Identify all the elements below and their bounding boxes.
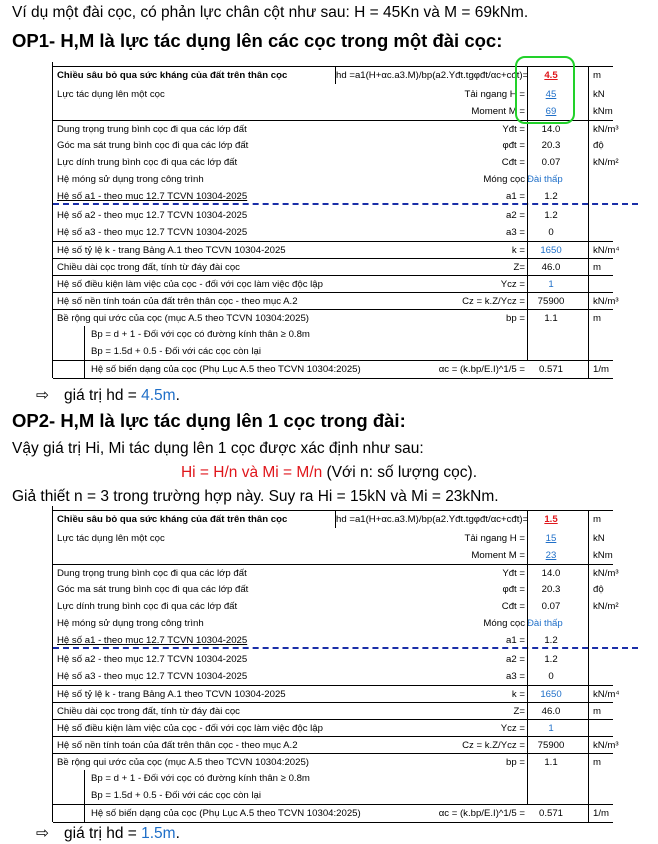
label-a3: Hệ số a3 - theo mục 12.7 TCVN 10304-2025 — [57, 671, 248, 682]
label-ycz: Hệ số điều kiện làm việc của cọc - đối với cọc làm việc độc lập — [57, 723, 323, 734]
intro-text: Ví dụ một đài cọc, có phản lực chân cột như sau: H = 45Kn và M = 69kNm. — [12, 4, 529, 21]
op2-heading: OP2- H,M là lực tác dụng lên 1 cọc trong đài: — [12, 410, 406, 431]
row-bp-rule1 — [53, 770, 613, 787]
op2-line1: Vậy giá trị Hi, Mi tác dụng lên 1 cọc được xác định như sau: — [12, 440, 424, 457]
grid-line — [527, 510, 528, 804]
label-bp-rule1: Bp = d + 1 - Đối với cọc có đường kính thân ≥ 0.8m — [91, 773, 310, 784]
unit-M: kNm — [593, 550, 613, 561]
value-k[interactable]: 1650 — [540, 689, 562, 700]
unit-phi: độ — [593, 584, 604, 595]
sym-gamma: Yđt = — [502, 568, 525, 579]
grid-line — [335, 66, 336, 84]
value-z: 46.0 — [541, 262, 561, 273]
row-bp-rule1 — [53, 326, 613, 343]
sym-a1: a1 = — [506, 635, 525, 646]
value-a2: 1.2 — [544, 654, 558, 665]
value-a2: 1.2 — [544, 210, 558, 221]
row-a2 — [53, 651, 613, 668]
sym-phi: φđt = — [502, 584, 525, 595]
row-cz — [53, 292, 619, 310]
op2-line2: Giả thiết n = 3 trong trường hợp này. Suy ra Hi = 15kN và Mi = 23kNm. — [12, 488, 499, 505]
label-foundation: Hệ móng sử dụng trong công trình — [57, 174, 204, 185]
label-a3: Hệ số a3 - theo mục 12.7 TCVN 10304-2025 — [57, 227, 248, 238]
dashed-separator — [53, 203, 638, 205]
label-cz: Hệ số nền tính toán của đất trên thân cọc - theo mục A.2 — [57, 296, 298, 307]
value-foundation[interactable]: Đài thấp — [527, 618, 563, 629]
result-op2 — [36, 824, 180, 843]
grid-line — [588, 510, 589, 822]
value-cz: 75900 — [537, 296, 565, 307]
row-z — [53, 702, 613, 720]
sym-gamma: Yđt = — [502, 124, 525, 135]
result-suffix: . — [175, 387, 180, 404]
label-cz: Hệ số nền tính toán của đất trên thân cọc - theo mục A.2 — [57, 740, 298, 751]
result-value: 4.5m — [141, 387, 176, 404]
value-ycz[interactable]: 1 — [548, 723, 554, 734]
row-ycz — [53, 275, 613, 293]
sym-a2: a2 = — [506, 654, 525, 665]
value-hd[interactable]: 4.5 — [544, 70, 558, 81]
unit-hd: m — [593, 70, 601, 81]
value-c: 0.07 — [541, 157, 561, 168]
value-phi: 20.3 — [541, 584, 561, 595]
formula-hd: hd =a1(H+αc.a3.M)/bp(a2.Yđt.tgφđt/αc+cđt)= — [336, 514, 529, 525]
row-bp-rule2 — [53, 343, 613, 360]
label-gamma: Dung trọng trung bình cọc đi qua các lớp đất — [57, 124, 247, 135]
label-a2: Hệ số a2 - theo mục 12.7 TCVN 10304-2025 — [57, 654, 248, 665]
sym-alpha: αc = (k.bp/E.I)^1/5 = — [438, 364, 525, 375]
result-suffix: . — [175, 825, 180, 842]
value-gamma: 14.0 — [541, 124, 561, 135]
sym-a3: a3 = — [506, 227, 525, 238]
label-c: Lực dính trung bình cọc đi qua các lớp đất — [57, 601, 238, 612]
label-a2: Hệ số a2 - theo mục 12.7 TCVN 10304-2025 — [57, 210, 248, 221]
op2-formula: Hi = H/n và Mi = M/n — [180, 464, 323, 481]
unit-k: kN/m⁴ — [593, 689, 620, 700]
row-H — [53, 530, 613, 547]
row-phi — [53, 137, 613, 154]
sym-c: Cđt = — [501, 157, 525, 168]
sym-a2: a2 = — [506, 210, 525, 221]
unit-H: kN — [593, 533, 605, 544]
dashed-separator — [53, 647, 638, 649]
sym-c: Cđt = — [501, 601, 525, 612]
label-hd: Chiều sâu bỏ qua sức kháng của đất trên thân cọc — [57, 70, 288, 81]
label-bp-rule2: Bp = 1.5d + 0.5 - Đối với các cọc còn lại — [91, 346, 262, 357]
op2-formula-note: (Với n: số lượng cọc). — [322, 464, 478, 481]
sym-k: k = — [511, 689, 525, 700]
row-a3 — [53, 224, 613, 241]
value-foundation[interactable]: Đài thấp — [527, 174, 563, 185]
row-foundation — [53, 171, 613, 188]
sym-z: Z= — [513, 262, 525, 273]
row-a2 — [53, 207, 613, 224]
value-alpha: 0.571 — [538, 808, 563, 819]
label-hd: Chiều sâu bỏ qua sức kháng của đất trên thân cọc — [57, 514, 288, 525]
row-c — [53, 154, 619, 171]
grid-line — [588, 66, 589, 378]
sym-bp: bp = — [506, 757, 525, 768]
value-bp: 1.1 — [544, 313, 558, 324]
label-z: Chiều dài cọc trong đất, tính từ đáy đài cọc — [57, 706, 240, 717]
sym-phi: φđt = — [502, 140, 525, 151]
unit-c: kN/m² — [593, 601, 619, 612]
grid-line — [84, 326, 85, 378]
label-phi: Góc ma sát trung bình cọc đi qua các lớp đất — [57, 584, 249, 595]
row-a3 — [53, 668, 613, 685]
row-bp — [53, 309, 613, 327]
sym-foundation: Móng cọc — [483, 618, 525, 629]
row-k — [53, 685, 620, 703]
value-a3: 0 — [548, 227, 554, 238]
value-a1: 1.2 — [544, 191, 558, 202]
value-cz: 75900 — [537, 740, 565, 751]
value-z: 46.0 — [541, 706, 561, 717]
unit-gamma: kN/m³ — [593, 568, 619, 579]
value-ycz[interactable]: 1 — [548, 279, 554, 290]
value-phi: 20.3 — [541, 140, 561, 151]
sym-cz: Cz = k.Z/Ycz = — [462, 296, 525, 307]
value-k[interactable]: 1650 — [540, 245, 562, 256]
sym-z: Z= — [513, 706, 525, 717]
op2-formula-line — [0, 464, 658, 482]
row-phi — [53, 581, 613, 598]
sym-ycz: Ycz = — [500, 723, 525, 734]
unit-c: kN/m² — [593, 157, 619, 168]
sym-bp: bp = — [506, 313, 525, 324]
unit-bp: m — [593, 757, 601, 768]
row-alpha — [53, 360, 613, 379]
value-H[interactable]: 15 — [545, 533, 557, 544]
label-a1: Hệ số a1 - theo mục 12.7 TCVN 10304-2025 — [57, 635, 248, 646]
row-hd — [53, 510, 613, 528]
label-force: Lực tác dụng lên một cọc — [57, 533, 165, 544]
op1-heading: OP1- H,M là lực tác dụng lên các cọc trong một đài cọc: — [12, 30, 503, 51]
label-k: Hệ số tỷ lệ k - trang Bảng A.1 theo TCVN 10304-2025 — [57, 245, 286, 256]
value-alpha: 0.571 — [538, 364, 563, 375]
row-bp — [53, 753, 613, 771]
sym-M: Moment M = — [471, 106, 525, 117]
formula-hd: hd =a1(H+αc.a3.M)/bp(a2.Yđt.tgφđt/αc+cđt)= — [336, 70, 529, 81]
row-gamma — [53, 564, 619, 582]
value-a1: 1.2 — [544, 635, 558, 646]
row-k — [53, 241, 620, 259]
result-prefix: giá trị hd = — [64, 387, 142, 404]
unit-alpha: 1/m — [593, 364, 609, 375]
arrow-icon: ⇨ — [36, 825, 49, 842]
label-alpha: Hệ số biến dạng của cọc (Phụ Lục A.5 theo TCVN 10304:2025) — [91, 808, 361, 819]
label-a1: Hệ số a1 - theo mục 12.7 TCVN 10304-2025 — [57, 191, 248, 202]
sym-foundation: Móng cọc — [483, 174, 525, 185]
unit-hd: m — [593, 514, 601, 525]
label-force: Lực tác dụng lên một cọc — [57, 89, 165, 100]
result-value: 1.5m — [141, 825, 176, 842]
grid-line — [84, 770, 85, 822]
unit-gamma: kN/m³ — [593, 124, 619, 135]
sym-H: Tải ngang H = — [464, 533, 525, 544]
label-foundation: Hệ móng sử dụng trong công trình — [57, 618, 204, 629]
value-hd[interactable]: 1.5 — [544, 514, 558, 525]
value-gamma: 14.0 — [541, 568, 561, 579]
sym-a1: a1 = — [506, 191, 525, 202]
label-bp-rule2: Bp = 1.5d + 0.5 - Đối với các cọc còn lại — [91, 790, 262, 801]
row-ycz — [53, 719, 613, 737]
row-z — [53, 258, 613, 276]
unit-alpha: 1/m — [593, 808, 609, 819]
label-alpha: Hệ số biến dạng của cọc (Phụ Lục A.5 theo TCVN 10304:2025) — [91, 364, 361, 375]
result-prefix: giá trị hd = — [64, 825, 142, 842]
arrow-icon: ⇨ — [36, 387, 49, 404]
label-phi: Góc ma sát trung bình cọc đi qua các lớp đất — [57, 140, 249, 151]
spreadsheet-op2 — [52, 506, 620, 822]
value-a3: 0 — [548, 671, 554, 682]
value-bp: 1.1 — [544, 757, 558, 768]
sym-ycz: Ycz = — [500, 279, 525, 290]
row-bp-rule2 — [53, 787, 613, 804]
sym-k: k = — [511, 245, 525, 256]
unit-cz: kN/m³ — [593, 296, 619, 307]
unit-phi: độ — [593, 140, 604, 151]
unit-M: kNm — [593, 106, 613, 117]
label-bp: Bề rộng qui ước của cọc (mục A.5 theo TCVN 10304:2025) — [57, 313, 309, 324]
label-z: Chiều dài cọc trong đất, tính từ đáy đài cọc — [57, 262, 240, 273]
row-cz — [53, 736, 619, 754]
value-M[interactable]: 23 — [545, 550, 557, 561]
label-bp: Bề rộng qui ước của cọc (mục A.5 theo TCVN 10304:2025) — [57, 757, 309, 768]
row-M — [53, 547, 613, 564]
unit-k: kN/m⁴ — [593, 245, 620, 256]
sym-cz: Cz = k.Z/Ycz = — [462, 740, 525, 751]
label-gamma: Dung trọng trung bình cọc đi qua các lớp đất — [57, 568, 247, 579]
unit-z: m — [593, 706, 601, 717]
label-k: Hệ số tỷ lệ k - trang Bảng A.1 theo TCVN 10304-2025 — [57, 689, 286, 700]
unit-H: kN — [593, 89, 605, 100]
sym-a3: a3 = — [506, 671, 525, 682]
sym-alpha: αc = (k.bp/E.I)^1/5 = — [438, 808, 525, 819]
unit-cz: kN/m³ — [593, 740, 619, 751]
label-ycz: Hệ số điều kiện làm việc của cọc - đối với cọc làm việc độc lập — [57, 279, 323, 290]
label-bp-rule1: Bp = d + 1 - Đối với cọc có đường kính thân ≥ 0.8m — [91, 329, 310, 340]
unit-z: m — [593, 262, 601, 273]
grid-line — [335, 510, 336, 528]
label-c: Lực dính trung bình cọc đi qua các lớp đất — [57, 157, 238, 168]
value-H[interactable]: 45 — [545, 89, 557, 100]
sym-M: Moment M = — [471, 550, 525, 561]
row-foundation — [53, 615, 613, 632]
unit-bp: m — [593, 313, 601, 324]
value-M[interactable]: 69 — [545, 106, 557, 117]
row-c — [53, 598, 619, 615]
value-c: 0.07 — [541, 601, 561, 612]
highlight-box — [515, 56, 575, 124]
row-alpha — [53, 804, 613, 823]
sym-H: Tải ngang H = — [464, 89, 525, 100]
result-op1 — [36, 386, 180, 405]
